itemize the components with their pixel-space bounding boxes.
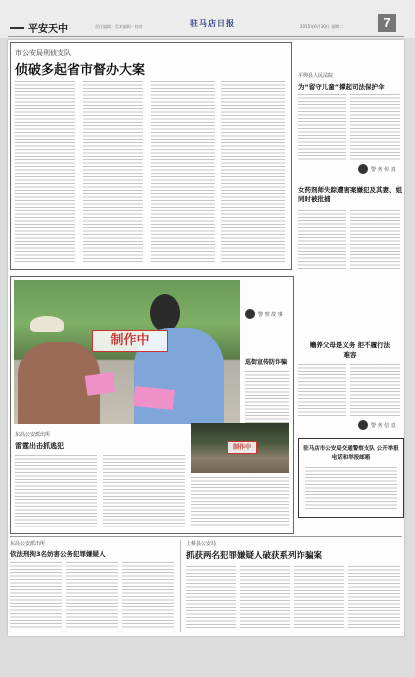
- masthead-rule: [8, 36, 404, 37]
- right-lower-headline: 赡养父母是义务 拒不履行法难容: [309, 341, 391, 359]
- bottom-column-divider: [180, 540, 181, 632]
- elder-figure-hat: [30, 316, 64, 332]
- badge-dot-icon-2: [245, 309, 255, 319]
- lead-story-box: [10, 42, 292, 270]
- photo-story-box: [10, 276, 294, 534]
- police-news-badge: [358, 164, 396, 174]
- badge-dot-icon-3: [358, 420, 368, 430]
- bottom-right-kicker: 上蔡县公安局: [186, 541, 217, 547]
- right-top-body-a: [298, 94, 346, 160]
- title-dash-decoration: [10, 27, 24, 29]
- lead-body-col-1: [15, 81, 75, 263]
- bottom-right-body-a: [186, 566, 236, 628]
- right-mid-body-b: [350, 210, 400, 270]
- bottom-left-headline: 依法刑拘3名妨害公务犯罪嫌疑人: [10, 550, 106, 558]
- issue-date: 2015年6月30日 星期二: [300, 24, 344, 29]
- badge-label-3: 警 务 信 息: [371, 422, 396, 429]
- officer-figure-head: [150, 294, 180, 332]
- bottom-left-kicker: 东高公安派出所: [10, 541, 46, 547]
- newspaper-page: [8, 40, 404, 636]
- badge-label-2: 警 察 故 事: [258, 311, 283, 318]
- left-lower-kicker: 东高公安派出所: [15, 432, 51, 438]
- in-production-stamp: 制作中: [92, 330, 168, 352]
- newspaper-logo: 驻马店日报: [190, 18, 235, 28]
- bottom-right-body-d: [348, 566, 400, 628]
- police-photo: [14, 280, 240, 424]
- police-info-badge: [358, 420, 396, 430]
- leaflet-prop: [85, 372, 116, 396]
- photo-story-headline: 巡街宣传防诈骗: [245, 359, 288, 366]
- lead-kicker: 市公安局刑侦支队: [15, 49, 71, 57]
- lead-body-col-4: [221, 81, 285, 263]
- left-lower-body-b: [103, 455, 185, 527]
- report-notice-body: [305, 467, 397, 511]
- page-number: 7: [378, 14, 396, 32]
- report-notice-box: [298, 438, 404, 518]
- lead-body-col-2: [83, 81, 143, 263]
- small-scene-photo: [191, 423, 289, 473]
- editor-credits: 责任编辑 · 美术编辑 · 校对: [95, 24, 143, 29]
- right-top-body-b: [350, 94, 400, 160]
- right-lower-body-a: [298, 364, 346, 416]
- bottom-left-body-a: [10, 562, 62, 628]
- right-top-headline: 为“留守儿童”撑起司法保护伞: [298, 83, 385, 91]
- bottom-right-body-b: [240, 566, 290, 628]
- leaflet-prop-2: [133, 386, 175, 410]
- right-lower-body-b: [350, 364, 400, 416]
- lead-body-col-3: [151, 81, 215, 263]
- police-story-badge: [245, 309, 283, 319]
- right-mid-body-a: [298, 210, 346, 270]
- section-title: 平安天中: [28, 24, 68, 35]
- small-in-production-stamp: 制作中: [227, 441, 257, 454]
- bottom-right-body-c: [294, 566, 344, 628]
- section-title-group: [10, 20, 68, 35]
- badge-dot-icon: [358, 164, 368, 174]
- left-lower-headline: 雷霆出击抓逃犯: [15, 442, 64, 450]
- lead-headline: 侦破多起省市督办大案: [15, 63, 146, 78]
- right-mid-headline: 女药剂师失踪遭害案嫌犯及其妻、姐同时被批捕: [298, 186, 402, 203]
- badge-label: 警 务 传 真: [371, 166, 396, 173]
- photo-story-body: [245, 371, 289, 423]
- report-notice-title: 驻马店市公安局交通警察支队 公开举报电话和举报邮箱: [303, 446, 399, 461]
- section-divider: [10, 536, 402, 537]
- bottom-left-body-b: [66, 562, 118, 628]
- right-top-kicker: 平舆县人民法院: [298, 73, 334, 79]
- left-lower-body-a: [15, 455, 97, 527]
- bottom-left-body-c: [122, 562, 174, 628]
- masthead: [0, 0, 415, 38]
- small-photo-caption: [191, 477, 289, 527]
- bottom-right-headline: 抓获两名犯罪嫌疑人破获系列诈骗案: [186, 551, 323, 561]
